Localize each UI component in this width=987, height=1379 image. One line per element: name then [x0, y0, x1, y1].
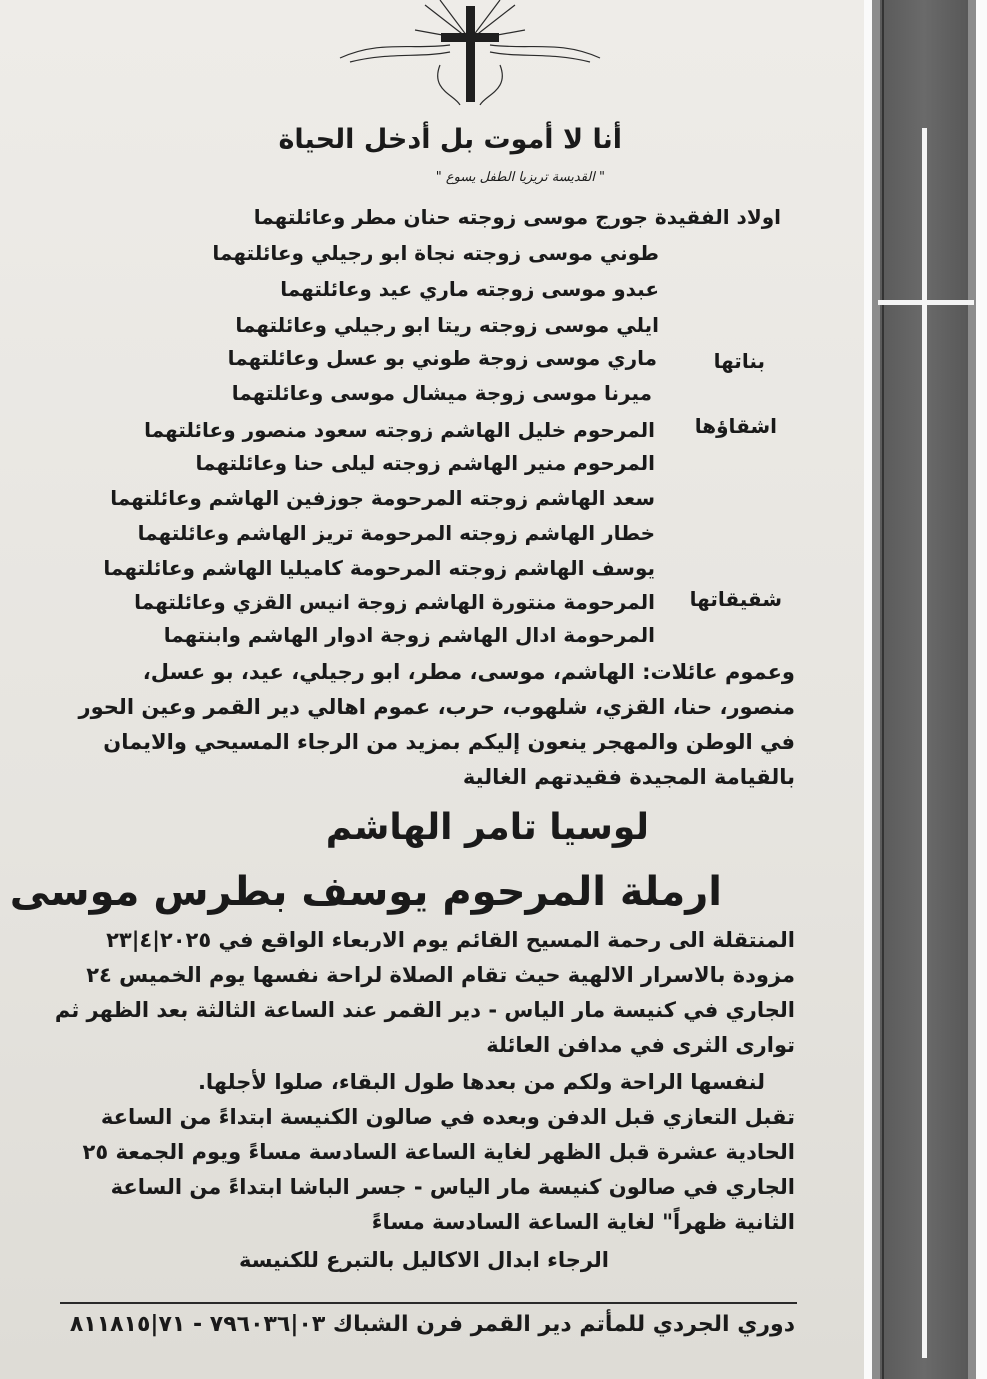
families-line: وعموم عائلات: الهاشم، موسى، مطر، ابو رجيلي، عيد، بو عسل،	[142, 660, 795, 684]
funeral-line: الجاري في كنيسة مار الياس - دير القمر عند الساعة الثالثة بعد الظهر ثم	[54, 998, 795, 1022]
footer-divider	[60, 1302, 797, 1304]
funeral-line: مزودة بالاسرار الالهية حيث تقام الصلاة لراحة نفسها يوم الخميس ٢٤	[86, 963, 795, 987]
condolence-line: الجاري في صالون كنيسة مار الياس - جسر الباشا ابتداءً من الساعة	[110, 1175, 795, 1199]
list-line: خطار الهاشم زوجته المرحومة تريز الهاشم وعائلتهما	[137, 521, 655, 545]
funeral-line: لنفسها الراحة ولكم من بعدها طول البقاء، صلوا لأجلها.	[197, 1070, 765, 1094]
list-line: ايلي موسى زوجته ريتا ابو رجيلي وعائلتهما	[235, 313, 659, 337]
list-line: طوني موسى زوجته نجاة ابو رجيلي وعائلتهما	[212, 241, 659, 265]
families-line: بالقيامة المجيدة فقيدتهم الغالية	[462, 765, 795, 789]
list-line: سعد الهاشم زوجته المرحومة جوزفين الهاشم وعائلتهما	[110, 486, 655, 510]
condolence-line: الثانية ظهراً" لغاية الساعة السادسة مساءً	[371, 1210, 795, 1234]
band-cross-icon	[864, 0, 987, 1379]
list-line: اولاد الفقيدة جورج موسى زوجته حنان مطر وعائلتهما	[253, 205, 781, 229]
condolence-line: تقبل التعازي قبل الدفن وبعده في صالون الكنيسة ابتداءً من الساعة	[100, 1105, 795, 1129]
footer-line: دوري الجردي للمأتم دير القمر فرن الشباك ٠٣|٧٩٦٠٣٦ - ٧١|٨١١٨١٥	[69, 1312, 795, 1337]
daughters-label: بناتها	[713, 349, 765, 373]
deceased-name: لوسيا تامر الهاشم	[325, 807, 649, 848]
request-line: الرجاء ابدال الاكاليل بالتبرع للكنيسة	[238, 1248, 609, 1272]
ornamental-cross-icon	[320, 0, 620, 110]
list-line: ماري موسى زوجة طوني بو عسل وعائلتهما	[227, 346, 657, 370]
list-line: المرحومة منتورة الهاشم زوجة انيس القزي وعائلتهما	[134, 590, 655, 614]
list-line: يوسف الهاشم زوجته المرحومة كاميليا الهاشم وعائلتهما	[103, 556, 655, 580]
deceased-title: ارملة المرحوم يوسف بطرس موسى	[9, 869, 722, 915]
side-band	[864, 0, 987, 1379]
families-line: في الوطن والمهجر ينعون إليكم بمزيد من الرجاء المسيحي والايمان	[103, 730, 795, 754]
families-line: منصور، حنا، القزي، شلهوب، حرب، عموم اهالي دير القمر وعين الحور	[78, 695, 795, 719]
list-line: ميرنا موسى زوجة ميشال موسى وعائلتهما	[231, 381, 652, 405]
sisters-label: شقيقاتها	[689, 587, 782, 611]
motto: أنا لا أموت بل أدخل الحياة	[278, 124, 622, 155]
list-line: المرحوم خليل الهاشم زوجته سعود منصور وعائلتهما	[144, 418, 655, 442]
condolence-line: الحادية عشرة قبل الظهر لغاية الساعة السادسة مساءً ويوم الجمعة ٢٥	[82, 1140, 795, 1164]
funeral-line: توارى الثرى في مدافن العائلة	[486, 1033, 795, 1057]
brothers-label: اشقاؤها	[694, 414, 777, 438]
funeral-line: المنتقلة الى رحمة المسيح القائم يوم الاربعاء الواقع في ٢٠٢٥|٤|٢٣	[106, 928, 795, 952]
list-line: عبدو موسى زوجته ماري عيد وعائلتهما	[280, 277, 659, 301]
list-line: المرحومة ادال الهاشم زوجة ادوار الهاشم وابنتهما	[163, 623, 655, 647]
list-line: المرحوم منير الهاشم زوجته ليلى حنا وعائلتهما	[195, 451, 655, 475]
quote-attribution: " القديسة تريزيا الطفل يسوع "	[435, 170, 605, 185]
